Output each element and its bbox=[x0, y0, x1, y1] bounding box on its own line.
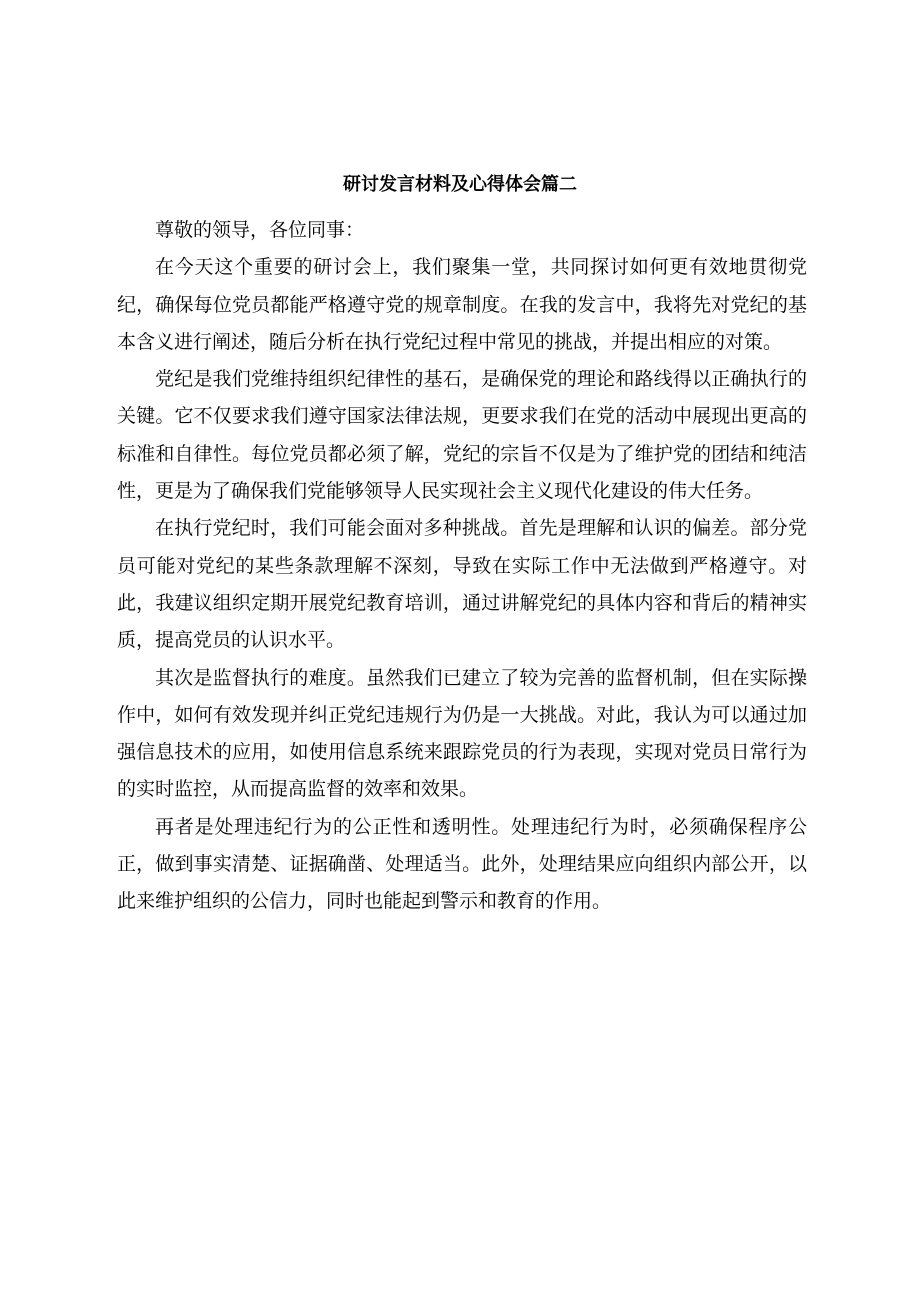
paragraph-intro: 在今天这个重要的研讨会上，我们聚集一堂，共同探讨如何更有效地贯彻党纪，确保每位党员都能严格遵守党的规章制度。在我的发言中，我将先对党纪的基本含义进行阐述，随后分析在执行党纪过程中常见的挑战，并提出相应的对策。 bbox=[117, 256, 807, 353]
paragraph-challenge-fairness: 再者是处理违纪行为的公正性和透明性。处理违纪行为时，必须确保程序公正，做到事实清楚、证据确凿、处理适当。此外，处理结果应向组织内部公开，以此来维护组织的公信力，同时也能起到警示和教育的作用。 bbox=[117, 815, 807, 913]
paragraph-salutation: 尊敬的领导，各位同事： bbox=[155, 219, 365, 241]
document-body bbox=[117, 212, 807, 921]
document-title: 研讨发言材料及心得体会篇二 bbox=[343, 174, 577, 195]
paragraph-discipline-meaning: 党纪是我们党维持组织纪律性的基石，是确保党的理论和路线得以正确执行的关键。它不仅要求我们遵守国家法律法规，更要求我们在党的活动中展现出更高的标准和自律性。每位党员都必须了解，党纪的宗旨不仅是为了维护党的团结和纯洁性，更是为了确保我们党能够领导人民实现社会主义现代化建设的伟大任务。 bbox=[117, 368, 807, 503]
paragraph-challenge-supervision: 其次是监督执行的难度。虽然我们已建立了较为完善的监督机制，但在实际操作中，如何有效发现并纠正党纪违规行为仍是一大挑战。对此，我认为可以通过加强信息技术的应用，如使用信息系统来跟踪党员的行为表现，实现对党员日常行为的实时监控，从而提高监督的效率和效果。 bbox=[117, 666, 807, 801]
paragraph-challenge-understanding: 在执行党纪时，我们可能会面对多种挑战。首先是理解和认识的偏差。部分党员可能对党纪的某些条款理解不深刻，导致在实际工作中无法做到严格遵守。对此，我建议组织定期开展党纪教育培训，通过讲解党纪的具体内容和背后的精神实质，提高党员的认识水平。 bbox=[117, 517, 807, 652]
